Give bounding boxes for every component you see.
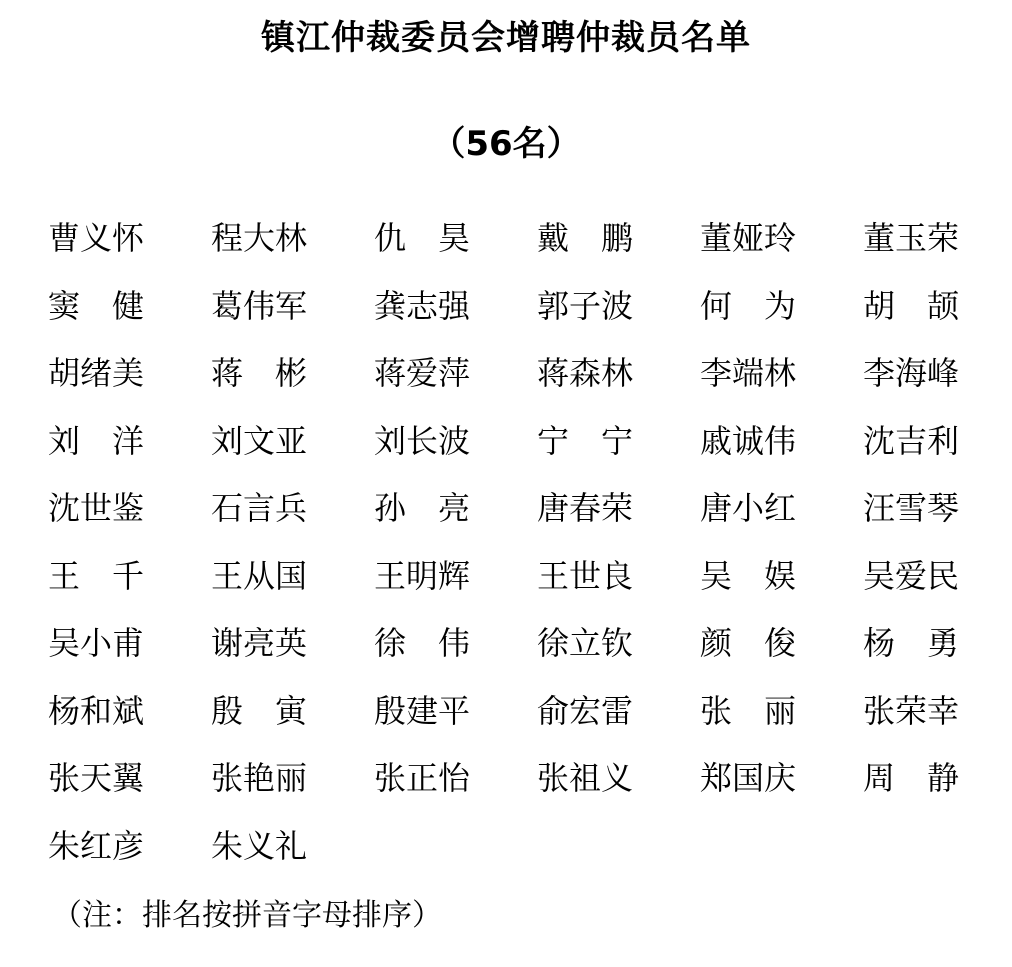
arbitrator-name: 葛伟军 — [211, 286, 308, 325]
arbitrator-name: 唐小红 — [700, 489, 797, 527]
arbitrator-name: 李海峰 — [863, 354, 960, 392]
arbitrator-name: 徐 伟 — [374, 624, 471, 662]
arbitrator-name: 杨 勇 — [863, 624, 960, 662]
arbitrator-name: 郑国庆 — [700, 759, 797, 797]
name-count: （56名） — [431, 124, 581, 164]
arbitrator-name: 曹义怀 — [48, 219, 145, 257]
arbitrator-name: 张正怡 — [374, 759, 471, 797]
arbitrator-name: 张荣幸 — [863, 691, 960, 730]
arbitrator-name-list — [48, 216, 978, 891]
arbitrator-name: 谢亮英 — [211, 624, 308, 662]
arbitrator-name: 徐立钦 — [537, 624, 634, 662]
sorting-note: （注：排名按拼音字母排序） — [52, 898, 442, 933]
arbitrator-name: 胡绪美 — [48, 354, 145, 392]
arbitrator-name: 张艳丽 — [211, 759, 308, 797]
arbitrator-name: 刘长波 — [374, 421, 471, 460]
arbitrator-name: 龚志强 — [374, 286, 471, 325]
arbitrator-name: 唐春荣 — [537, 489, 634, 527]
arbitrator-name: 王 千 — [48, 556, 145, 595]
arbitrator-name: 殷建平 — [374, 691, 471, 730]
arbitrator-name: 俞宏雷 — [537, 691, 634, 730]
arbitrator-name: 董娅玲 — [700, 219, 797, 257]
arbitrator-name: 蒋 彬 — [211, 354, 308, 392]
arbitrator-name: 周 静 — [863, 759, 960, 797]
arbitrator-name: 沈世鉴 — [48, 489, 145, 527]
arbitrator-name: 朱红彦 — [48, 826, 145, 865]
arbitrator-name: 胡 颉 — [863, 286, 960, 325]
arbitrator-name: 王从国 — [211, 556, 308, 595]
arbitrator-name: 孙 亮 — [374, 489, 471, 527]
arbitrator-name: 张 丽 — [700, 691, 797, 730]
arbitrator-name: 戚诚伟 — [700, 421, 797, 460]
arbitrator-name: 朱义礼 — [211, 826, 308, 865]
arbitrator-name: 蒋森林 — [537, 354, 634, 392]
arbitrator-name: 石言兵 — [211, 489, 308, 527]
arbitrator-name: 蒋爱萍 — [374, 354, 471, 392]
arbitrator-name: 吴爱民 — [863, 556, 960, 595]
arbitrator-name: 汪雪琴 — [863, 489, 960, 527]
document-title: 镇江仲裁委员会增聘仲裁员名单 — [261, 18, 751, 58]
arbitrator-name: 李端林 — [700, 354, 797, 392]
arbitrator-name: 仇 昊 — [374, 219, 471, 257]
arbitrator-name: 张天翼 — [48, 759, 145, 797]
arbitrator-name: 王世良 — [537, 556, 634, 595]
arbitrator-name: 吴小甫 — [48, 624, 145, 662]
arbitrator-name: 董玉荣 — [863, 219, 960, 257]
arbitrator-name: 程大林 — [211, 219, 308, 257]
arbitrator-name: 郭子波 — [537, 286, 634, 325]
arbitrator-name: 颜 俊 — [700, 624, 797, 662]
arbitrator-name: 殷 寅 — [211, 691, 308, 730]
arbitrator-name: 何 为 — [700, 286, 797, 325]
arbitrator-name: 刘文亚 — [211, 421, 308, 460]
arbitrator-name: 戴 鹏 — [537, 219, 634, 257]
arbitrator-name: 宁 宁 — [537, 421, 634, 460]
arbitrator-name: 吴 娱 — [700, 556, 797, 595]
arbitrator-name: 沈吉利 — [863, 421, 960, 460]
arbitrator-name: 杨和斌 — [48, 691, 145, 730]
arbitrator-name: 张祖义 — [537, 759, 634, 797]
arbitrator-name: 王明辉 — [374, 556, 471, 595]
arbitrator-name: 窦 健 — [48, 286, 145, 325]
arbitrator-name: 刘 洋 — [48, 421, 145, 460]
